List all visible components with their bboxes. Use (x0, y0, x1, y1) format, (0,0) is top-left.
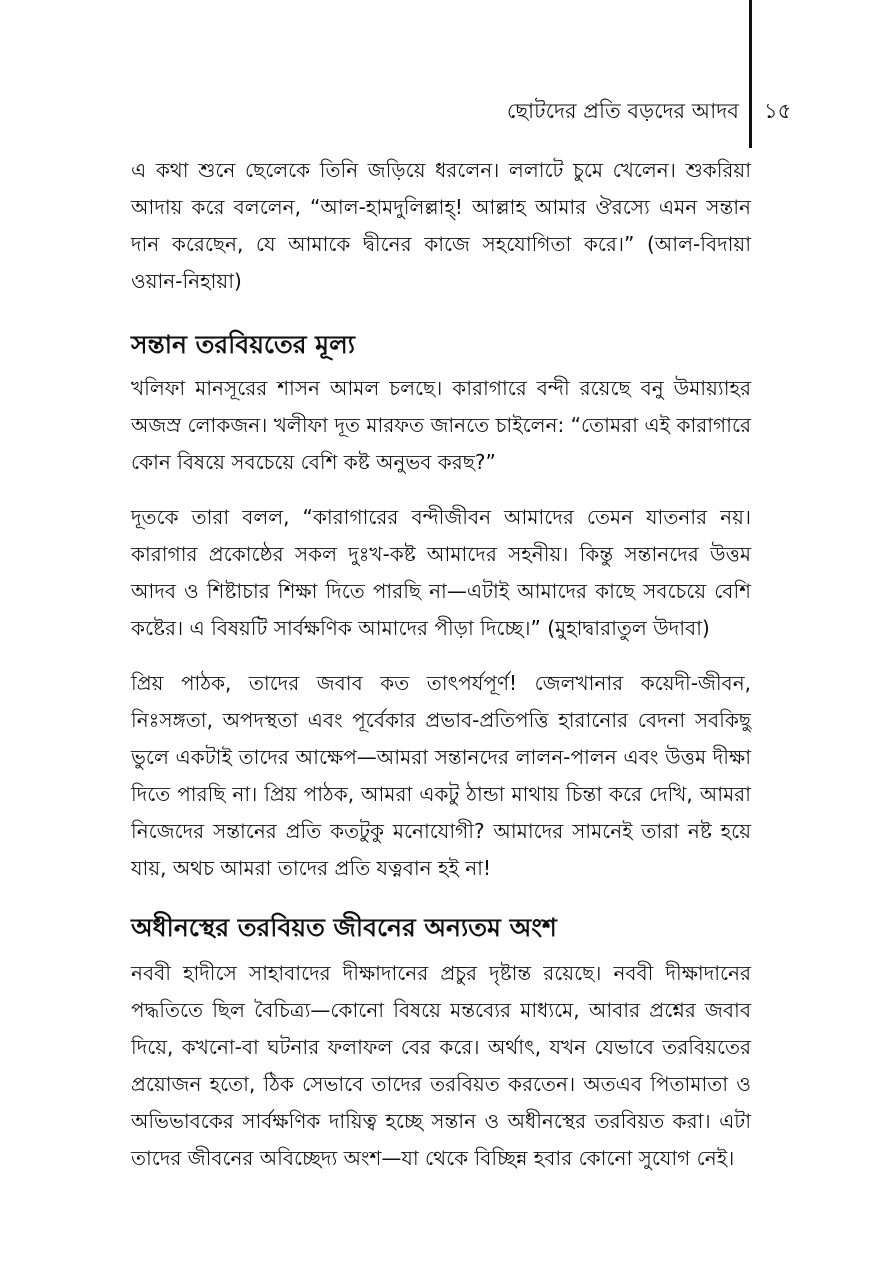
page-body (131, 152, 751, 1177)
header-divider-line (749, 0, 752, 148)
paragraph: প্রিয় পাঠক, তাদের জবাব কত তাৎপর্যপূর্ণ! জেলখানার কয়েদী-জীবন, নিঃসঙ্গতা, অপদস্থতা এবং পূর্বেকার প্রভাব-প্রতিপত্তি হারানোর বেদনা সবকিছু ভুলে একটাই তাদের আক্ষেপ—আমরা সন্তানদের লালন-পালন এবং উত্তম দীক্ষা দিতে পারছি না। প্রিয় পাঠক, আমরা একটু ঠান্ডা মাথায় চিন্তা করে দেখি, আমরা নিজেদের সন্তানের প্রতি কতটুকু মনোযোগী? আমাদের সামনেই তারা নষ্ট হয়ে যায়, অথচ আমরা তাদের প্রতি যত্নবান হই না! (131, 671, 751, 880)
running-title: ছোটদের প্রতি বড়দের আদব (506, 99, 739, 123)
paragraph: নববী হাদীসে সাহাবাদের দীক্ষাদানের প্রচুর দৃষ্টান্ত রয়েছে। নববী দীক্ষাদানের পদ্ধতিতে ছিল বৈচিত্র্য—কোনো বিষয়ে মন্তব্যের মাধ্যমে, আবার প্রশ্নের জবাব দিয়ে, কখনো-বা ঘটনার ফলাফল বের করে। অর্থাৎ, যখন যেভাবে তরবিয়তের প্রয়োজন হতো, ঠিক সেভাবে তাদের তরবিয়ত করতেন। অতএব পিতামাতা ও অভিভাবকের সার্বক্ষণিক দায়িত্ব হচ্ছে সন্তান ও অধীনস্থের তরবিয়ত করা। এটা তাদের জীবনের অবিচ্ছেদ্য অংশ—যা থেকে বিচ্ছিন্ন হবার কোনো সুযোগ নেই। (131, 961, 751, 1170)
paragraph: এ কথা শুনে ছেলেকে তিনি জড়িয়ে ধরলেন। ললাটে চুমে খেলেন। শুকরিয়া আদায় করে বললেন, “আল-হামদুলিল্লাহ্! আল্লাহ আমার ঔরস্যে এমন সন্তান দান করেছেন, যে আমাকে দ্বীনের কাজে সহযোগিতা করে।” (আল-বিদায়া ওয়ান-নিহায়া) (131, 158, 751, 293)
section-heading: অধীনস্থের তরবিয়ত জীবনের অন্যতম অংশ (131, 913, 557, 942)
paragraph: দূতকে তারা বলল, “কারাগারের বন্দীজীবন আমাদের তেমন যাতনার নয়। কারাগার প্রকোষ্ঠের সকল দুঃখ-কষ্ট আমাদের সহনীয়। কিন্তু সন্তানদের উত্তম আদব ও শিষ্টাচার শিক্ষা দিতে পারছি না—এটাই আমাদের কাছে সবচেয়ে বেশি কষ্টের। এ বিষয়টি সার্বক্ষণিক আমাদের পীড়া দিচ্ছে।” (মুহাদ্বারাতুল উদাবা) (131, 505, 751, 640)
page-number: ১৫ (764, 99, 792, 123)
paragraph: খলিফা মানসূরের শাসন আমল চলছে। কারাগারে বন্দী রয়েছে বনু উমায়্যাহর অজস্র লোকজন। খলীফা দূত মারফত জানতে চাইলেন: “তোমরা এই কারাগারে কোন বিষয়ে সবচেয়ে বেশি কষ্ট অনুভব করছ?” (131, 376, 751, 474)
section-heading: সন্তান তরবিয়তের মূল্য (131, 330, 355, 359)
